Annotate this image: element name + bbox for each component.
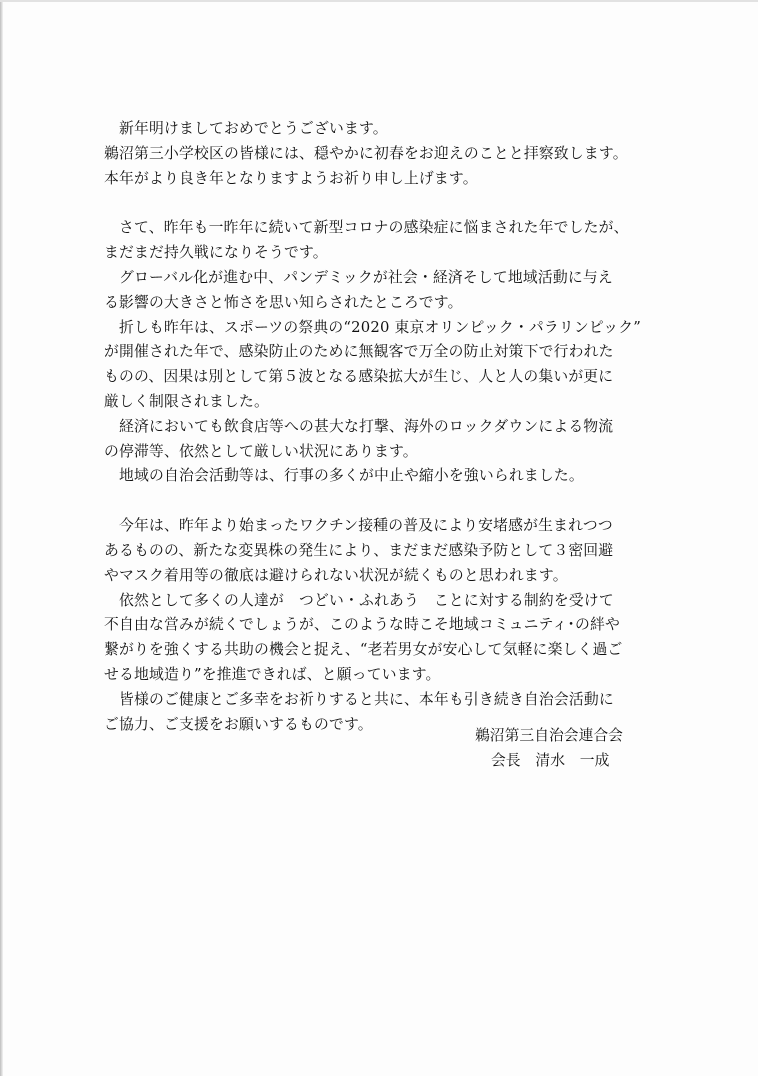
letter-line: 経済においても飲食店等への甚大な打撃、海外のロックダウンによる物流: [104, 417, 614, 435]
signature-name: 会長 清水 一成: [491, 752, 610, 769]
letter-paragraph: [104, 415, 664, 465]
signature-organization: 鵜沼第三自治会連合会: [475, 727, 623, 744]
letter-paragraph: [104, 464, 664, 489]
letter-line: あるものの、新たな変異株の発生により、まだまだ感染予防として３密回避: [104, 541, 614, 559]
letter-line: 依然として多くの人達が つどい・ふれあう ことに対する制約を受けて: [104, 591, 614, 609]
letter-line: 皆様のご健康とご多幸をお祈りすると共に、本年も引き続き自治会活動に: [104, 690, 614, 708]
letter-paragraph: [104, 316, 664, 415]
letter-line: の停滞等、依然として厳しい状況にあります。: [104, 442, 418, 460]
letter-line: 地域の自治会活動等は、行事の多くが中止や縮小を強いられました。: [104, 467, 584, 485]
letter-paragraph: [104, 117, 664, 191]
letter-line: 今年は、昨年より始まったワクチン接種の普及により安堵感が生まれつつ: [104, 517, 613, 535]
letter-line: せる地域造り”を推進できれば、と願っています。: [104, 665, 441, 683]
letter-line: 厳しく制限されました。: [104, 392, 269, 410]
letter-line: 新年明けましておめでとうございます。: [104, 120, 388, 137]
letter-paragraph: [104, 266, 664, 316]
letter-line: ご協力、ご支援をお願いするものです。: [104, 715, 373, 733]
scan-left-edge: [0, 0, 3, 1076]
letter-line: 不自由な営みが続くでしょうが、このような時こそ地域コミュニティ･の絆や: [104, 616, 621, 634]
letter-line: 鵜沼第三小学校区の皆様には、穏やかに初春をお迎えのことと拝察致します。: [104, 144, 628, 162]
letter-paragraph: [104, 216, 664, 266]
letter-line: グローバル化が進む中、パンデミックが社会・経済そして地域活動に与え: [104, 268, 613, 286]
scan-top-edge: [0, 0, 758, 2]
letter-line: さて、昨年も一昨年に続いて新型コロナの感染症に悩まされた年でしたが、: [104, 219, 629, 237]
letter-line: る影響の大きさと怖さを思い知らされたところです。: [104, 293, 463, 311]
letter-paragraph: [104, 514, 664, 588]
letter-line: まだまだ持久戦になりそうです。: [104, 244, 328, 262]
letter-line: 繋がりを強くする共助の機会と捉え、“老若男女が安心して気軽に楽しく過ご: [104, 641, 623, 659]
signature-block: [475, 723, 675, 773]
letter-body: [104, 117, 664, 737]
letter-paragraph: [104, 589, 664, 688]
letter-line: 本年がより良き年となりますようお祈り申し上げます。: [104, 169, 478, 187]
letter-line: やマスク着用等の徹底は避けられない状況が続くものと思われます。: [104, 566, 568, 584]
letter-line: が開催された年で、感染防止のために無観客で万全の防止対策下で行われた: [104, 343, 614, 361]
letter-line: 折しも昨年は、スポーツの祭典の“2020 東京オリンピック・パラリンピック”: [104, 318, 642, 336]
letter-line: ものの、因果は別として第５波となる感染拡大が生じ、人と人の集いが更に: [104, 368, 614, 386]
